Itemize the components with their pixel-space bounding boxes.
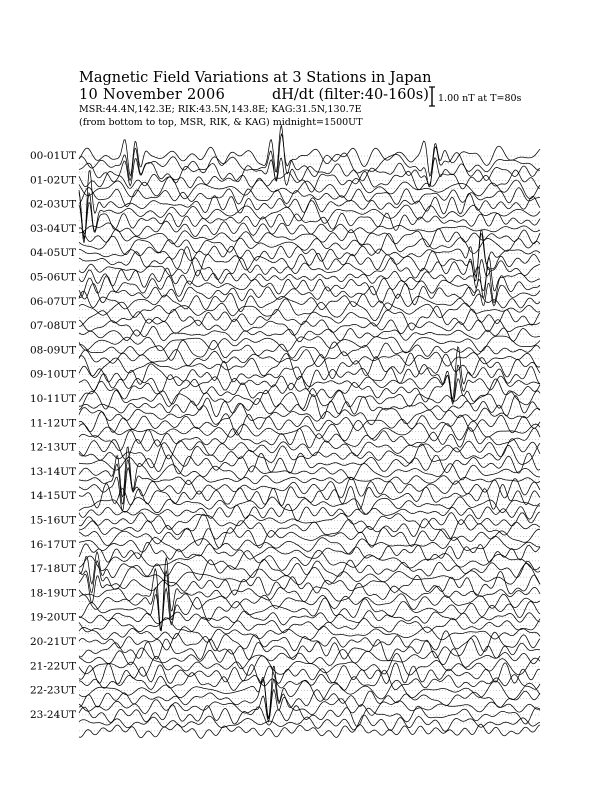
trace-KAG xyxy=(79,439,540,460)
row-label: 09-10UT xyxy=(30,368,77,381)
hour-row-03-04UT xyxy=(30,221,540,254)
row-label: 20-21UT xyxy=(30,636,77,648)
trace-RIK xyxy=(79,561,540,593)
hour-row-14-15UT xyxy=(30,484,540,521)
row-label: 01-02UT xyxy=(30,174,77,187)
trace-MSR xyxy=(79,724,540,738)
scale-label: 1.00 nT at T=80s xyxy=(438,93,522,104)
row-label: 02-03UT xyxy=(30,198,77,211)
row-label: 00-01UT xyxy=(30,150,77,162)
trace-MSR xyxy=(79,504,540,521)
station-coordinates: MSR:44.4N,142.3E; RIK:43.5N,143.8E; KAG:31.5N,130.7E xyxy=(79,104,362,115)
chart-quantity: dH/dt (filter:40-160s) xyxy=(272,87,429,103)
hour-row-01-02UT xyxy=(30,170,540,207)
row-label: 07-08UT xyxy=(30,320,77,333)
chart-date: 10 November 2006 xyxy=(79,87,226,103)
trace-KAG xyxy=(79,558,540,631)
trace-RIK xyxy=(79,617,540,633)
trace-KAG xyxy=(79,705,540,727)
trace-RIK xyxy=(79,514,540,539)
trace-RIK xyxy=(79,678,540,719)
row-label: 08-09UT xyxy=(30,344,77,357)
row-label: 19-20UT xyxy=(30,611,77,624)
row-label: 10-11UT xyxy=(30,393,77,405)
chart-title: Magnetic Field Variations at 3 Stations in Japan xyxy=(79,70,432,86)
row-label: 22-23UT xyxy=(30,684,77,697)
row-label: 16-17UT xyxy=(30,538,77,551)
row-label: 14-15UT xyxy=(30,490,77,503)
row-label: 06-07UT xyxy=(30,295,77,308)
row-label: 12-13UT xyxy=(30,441,77,454)
trace-MSR xyxy=(79,283,540,306)
trace-RIK xyxy=(79,497,540,514)
hour-row-08-09UT xyxy=(30,340,540,379)
row-label: 11-12UT xyxy=(30,417,77,430)
hour-row-21-22UT xyxy=(30,654,540,691)
trace-KAG xyxy=(79,654,540,677)
row-label: 05-06UT xyxy=(30,271,77,284)
trace-KAG xyxy=(79,347,540,399)
trace-RIK xyxy=(79,192,540,237)
trace-RIK xyxy=(79,230,540,281)
trace-RIK xyxy=(79,134,540,187)
row-label: 21-22UT xyxy=(30,660,77,673)
trace-RIK xyxy=(79,443,540,468)
row-label: 13-14UT xyxy=(30,465,77,478)
row-label: 23-24UT xyxy=(30,708,77,721)
row-label: 15-16UT xyxy=(30,514,77,527)
hour-row-20-21UT xyxy=(30,631,540,669)
trace-MSR xyxy=(79,403,540,425)
trace-KAG xyxy=(79,125,540,176)
row-label: 04-05UT xyxy=(30,247,77,260)
trace-MSR xyxy=(79,690,540,722)
trace-KAG xyxy=(79,552,540,584)
row-label: 18-19UT xyxy=(30,587,77,600)
hour-row-16-17UT xyxy=(30,536,540,570)
trace-KAG xyxy=(79,234,540,278)
row-label: 03-04UT xyxy=(30,222,77,235)
trace-KAG xyxy=(79,319,540,336)
hour-row-00-01UT xyxy=(30,125,540,186)
trace-MSR xyxy=(79,648,540,669)
trace-MSR xyxy=(79,670,540,690)
hour-row-22-23UT xyxy=(30,666,540,721)
trace-KAG xyxy=(79,512,540,530)
station-order-note: (from bottom to top, MSR, RIK, & KAG) midnight=1500UT xyxy=(79,117,363,128)
trace-KAG xyxy=(79,170,540,192)
trace-RIK xyxy=(79,228,540,247)
trace-MSR xyxy=(79,550,540,570)
hour-row-12-13UT xyxy=(30,439,540,474)
row-label: 17-18UT xyxy=(30,563,77,576)
